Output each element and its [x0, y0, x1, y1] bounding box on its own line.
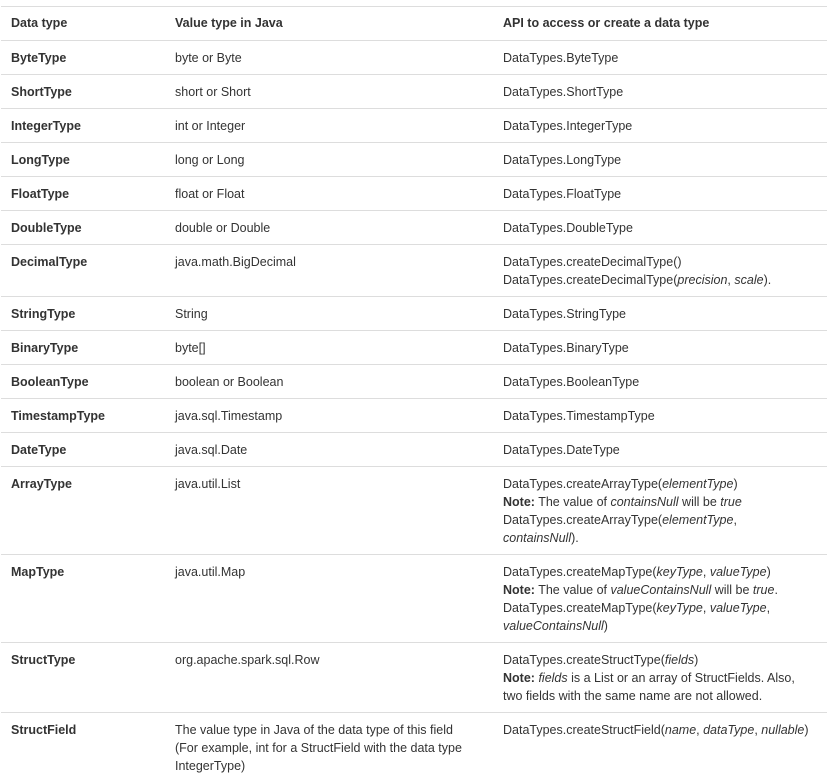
- api-text: The value of: [535, 583, 611, 597]
- table-row: [1, 467, 827, 555]
- api-line: [503, 271, 819, 289]
- api-text: DataTypes.createArrayType(: [503, 477, 662, 491]
- api-line: [503, 339, 819, 357]
- api-note-label: Note:: [503, 671, 535, 685]
- api-cell: [493, 713, 827, 782]
- api-cell: [493, 555, 827, 643]
- api-cell: [493, 177, 827, 211]
- api-text: DataTypes.createDecimalType(): [503, 255, 682, 269]
- data-type-cell: StringType: [1, 297, 165, 331]
- api-text: DataTypes.DoubleType: [503, 221, 633, 235]
- table-row: [1, 297, 827, 331]
- api-text: ): [804, 723, 808, 737]
- java-value-type-line: (For example, int for a StructField with the data type: [175, 739, 485, 757]
- api-param: nullable: [761, 723, 804, 737]
- java-value-type-line: IntegerType): [175, 757, 485, 775]
- api-text: ,: [754, 723, 761, 737]
- api-cell: [493, 643, 827, 713]
- java-value-type-cell: java.util.Map: [165, 555, 493, 643]
- table-row: [1, 433, 827, 467]
- api-line: [503, 617, 819, 635]
- api-param: valueType: [710, 601, 767, 615]
- table-row: [1, 75, 827, 109]
- api-text: DataTypes.BinaryType: [503, 341, 629, 355]
- table-row: [1, 109, 827, 143]
- table-row: [1, 245, 827, 297]
- api-text: DataTypes.ByteType: [503, 51, 618, 65]
- api-line: [503, 83, 819, 101]
- api-text: DataTypes.BooleanType: [503, 375, 639, 389]
- api-note-label: Note:: [503, 583, 535, 597]
- api-text: ): [733, 477, 737, 491]
- api-param: keyType: [657, 565, 703, 579]
- api-line: [503, 563, 819, 581]
- table-row: [1, 331, 827, 365]
- api-text: DataTypes.createMapType(: [503, 565, 657, 579]
- api-text: DataTypes.TimestampType: [503, 409, 655, 423]
- api-line: [503, 511, 819, 529]
- api-cell: [493, 399, 827, 433]
- data-type-cell: TimestampType: [1, 399, 165, 433]
- api-line: [503, 407, 819, 425]
- api-param: true: [753, 583, 775, 597]
- api-line: [503, 475, 819, 493]
- data-type-cell: MapType: [1, 555, 165, 643]
- api-line: [503, 651, 819, 669]
- api-param: dataType: [703, 723, 754, 737]
- api-line: [503, 151, 819, 169]
- api-text: ,: [703, 565, 710, 579]
- api-line: [503, 373, 819, 391]
- data-type-cell: DecimalType: [1, 245, 165, 297]
- api-param: keyType: [657, 601, 703, 615]
- api-text: ,: [703, 601, 710, 615]
- table-row: [1, 399, 827, 433]
- api-line: [503, 529, 819, 547]
- api-param: true: [720, 495, 742, 509]
- data-type-cell: BinaryType: [1, 331, 165, 365]
- java-value-type-cell: [165, 713, 493, 782]
- table-row: [1, 555, 827, 643]
- api-text: ).: [764, 273, 772, 287]
- table-row: [1, 177, 827, 211]
- api-param: elementType: [662, 477, 733, 491]
- table-row: [1, 365, 827, 399]
- data-type-cell: IntegerType: [1, 109, 165, 143]
- table-row: [1, 713, 827, 782]
- api-text: DataTypes.DateType: [503, 443, 620, 457]
- data-type-cell: StructType: [1, 643, 165, 713]
- api-line: [503, 253, 819, 271]
- header-api: API to access or create a data type: [493, 7, 827, 41]
- data-type-cell: ByteType: [1, 41, 165, 75]
- data-type-cell: LongType: [1, 143, 165, 177]
- api-line: [503, 581, 819, 599]
- java-value-type-cell: java.math.BigDecimal: [165, 245, 493, 297]
- api-text: two fields with the same name are not allowed.: [503, 689, 762, 703]
- table-row: [1, 143, 827, 177]
- java-value-type-cell: java.sql.Date: [165, 433, 493, 467]
- api-cell: [493, 75, 827, 109]
- header-java-value-type: Value type in Java: [165, 7, 493, 41]
- java-value-type-cell: org.apache.spark.sql.Row: [165, 643, 493, 713]
- api-cell: [493, 109, 827, 143]
- table-row: [1, 41, 827, 75]
- api-text: DataTypes.StringType: [503, 307, 626, 321]
- table-body: [1, 41, 827, 782]
- data-types-table: [1, 6, 827, 782]
- api-note-label: Note:: [503, 495, 535, 509]
- api-text: .: [774, 583, 777, 597]
- api-line: [503, 219, 819, 237]
- header-data-type: Data type: [1, 7, 165, 41]
- api-line: [503, 117, 819, 135]
- java-value-type-cell: java.util.List: [165, 467, 493, 555]
- java-value-type-cell: byte or Byte: [165, 41, 493, 75]
- api-text: DataTypes.ShortType: [503, 85, 623, 99]
- api-line: [503, 493, 819, 511]
- api-param: fields: [665, 653, 694, 667]
- api-cell: [493, 245, 827, 297]
- api-text: ,: [767, 601, 770, 615]
- api-text: will be: [679, 495, 721, 509]
- api-param: valueType: [710, 565, 767, 579]
- table-row: [1, 211, 827, 245]
- api-param: scale: [734, 273, 763, 287]
- api-line: [503, 721, 819, 739]
- api-text: DataTypes.createStructType(: [503, 653, 665, 667]
- api-param: name: [665, 723, 696, 737]
- data-type-cell: BooleanType: [1, 365, 165, 399]
- data-type-cell: StructField: [1, 713, 165, 782]
- api-text: ).: [571, 531, 579, 545]
- java-value-type-cell: int or Integer: [165, 109, 493, 143]
- api-text: DataTypes.createStructField(: [503, 723, 665, 737]
- java-value-type-cell: boolean or Boolean: [165, 365, 493, 399]
- api-text: ,: [727, 273, 734, 287]
- api-text: ,: [696, 723, 703, 737]
- api-text: DataTypes.createDecimalType(: [503, 273, 677, 287]
- api-line: [503, 49, 819, 67]
- java-value-type-cell: java.sql.Timestamp: [165, 399, 493, 433]
- api-cell: [493, 211, 827, 245]
- java-value-type-cell: long or Long: [165, 143, 493, 177]
- api-cell: [493, 143, 827, 177]
- api-param: elementType: [662, 513, 733, 527]
- api-text: will be: [711, 583, 753, 597]
- api-param: precision: [677, 273, 727, 287]
- api-line: [503, 669, 819, 687]
- api-text: The value of: [535, 495, 611, 509]
- api-param: valueContainsNull: [503, 619, 604, 633]
- api-cell: [493, 331, 827, 365]
- api-text: ,: [733, 513, 736, 527]
- api-line: [503, 687, 819, 705]
- api-line: [503, 305, 819, 323]
- data-type-cell: ShortType: [1, 75, 165, 109]
- java-value-type-cell: String: [165, 297, 493, 331]
- api-cell: [493, 41, 827, 75]
- api-cell: [493, 297, 827, 331]
- data-type-cell: DateType: [1, 433, 165, 467]
- api-line: [503, 599, 819, 617]
- api-param: containsNull: [610, 495, 678, 509]
- api-text: DataTypes.IntegerType: [503, 119, 632, 133]
- java-value-type-line: The value type in Java of the data type of this field: [175, 721, 485, 739]
- java-value-type-cell: double or Double: [165, 211, 493, 245]
- api-param: containsNull: [503, 531, 571, 545]
- data-type-cell: ArrayType: [1, 467, 165, 555]
- data-type-cell: FloatType: [1, 177, 165, 211]
- api-text: DataTypes.createArrayType(: [503, 513, 662, 527]
- table-row: [1, 643, 827, 713]
- api-param: fields: [538, 671, 567, 685]
- api-line: [503, 185, 819, 203]
- api-text: ): [604, 619, 608, 633]
- api-cell: [493, 433, 827, 467]
- api-line: [503, 441, 819, 459]
- java-value-type-cell: short or Short: [165, 75, 493, 109]
- table-header-row: [1, 7, 827, 41]
- data-type-cell: DoubleType: [1, 211, 165, 245]
- api-cell: [493, 365, 827, 399]
- api-text: is a List or an array of StructFields. Also,: [568, 671, 795, 685]
- java-value-type-cell: byte[]: [165, 331, 493, 365]
- api-text: DataTypes.FloatType: [503, 187, 621, 201]
- api-param: valueContainsNull: [610, 583, 711, 597]
- java-value-type-cell: float or Float: [165, 177, 493, 211]
- api-text: ): [767, 565, 771, 579]
- api-text: ): [694, 653, 698, 667]
- api-text: DataTypes.LongType: [503, 153, 621, 167]
- api-cell: [493, 467, 827, 555]
- api-text: DataTypes.createMapType(: [503, 601, 657, 615]
